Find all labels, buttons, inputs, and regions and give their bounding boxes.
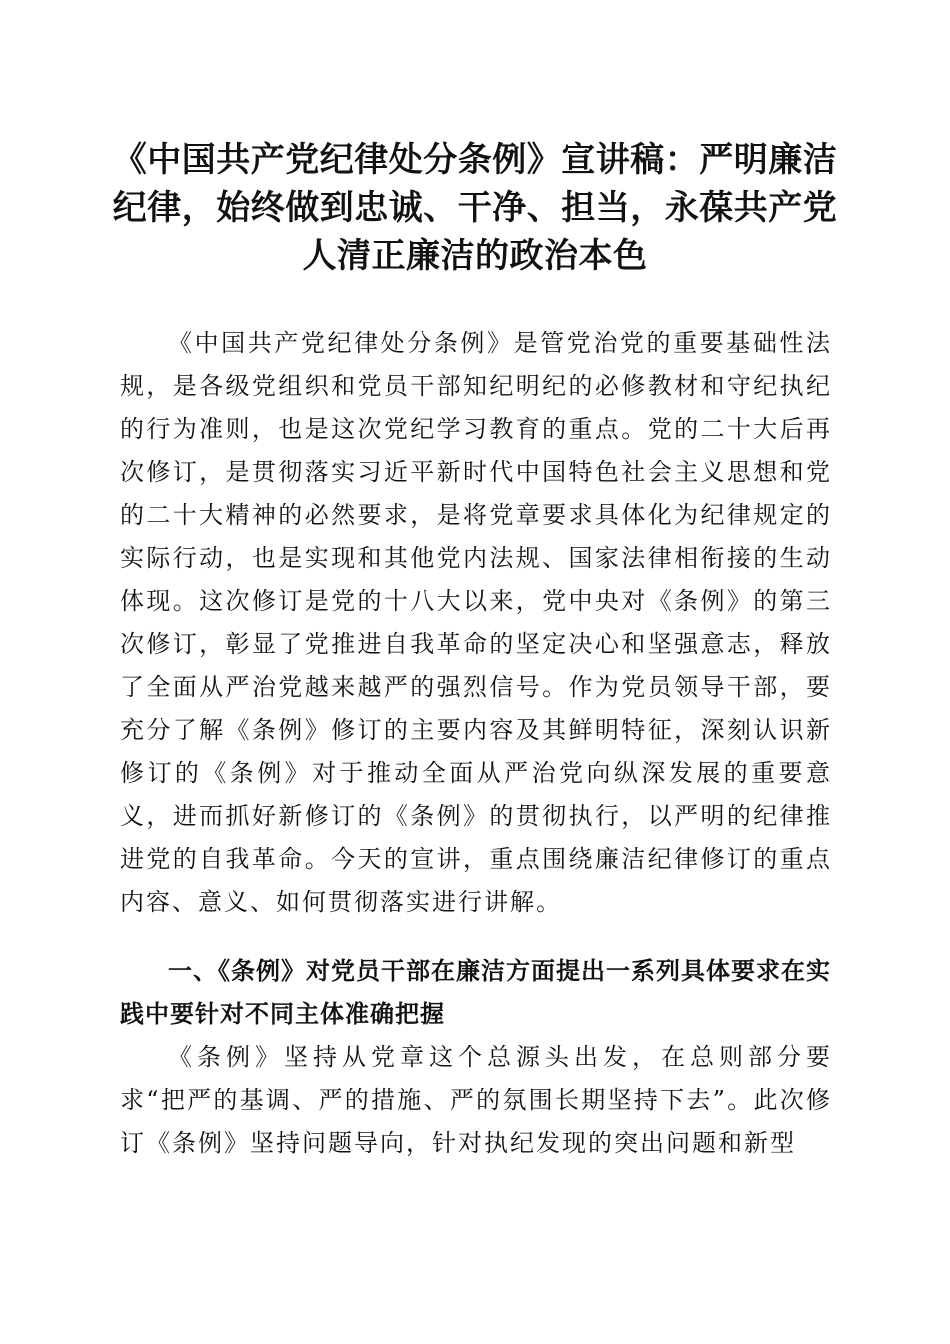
section-heading-1: 一、《条例》对党员干部在廉洁方面提出一系列具体要求在实践中要针对不同主体准确把握	[120, 957, 831, 1028]
document-title: 《中国共产党纪律处分条例》宣讲稿：严明廉洁纪律，始终做到忠诚、干净、担当，永葆共产党人清正廉洁的政治本色	[112, 140, 838, 276]
paragraph-intro: 《中国共产党纪律处分条例》是管党治党的重要基础性法规，是各级党组织和党员干部知纪明纪的必修教材和守纪执纪的行为准则，也是这次党纪学习教育的重点。党的二十大后再次修订，是贯彻落实习近平新时代中国特色社会主义思想和党的二十大精神的必然要求，是将党章要求具体化为纪律规定的实际行动，也是实现和其他党内法规、国家法律相衔接的生动体现。这次修订是党的十八大以来，党中央对《条例》的第三次修订，彰显了党推进自我革命的坚定决心和坚强意志，释放了全面从严治党越来越严的强烈信号。作为党员领导干部，要充分了解《条例》修订的主要内容及其鲜明特征，深刻认识新修订的《条例》对于推动全面从严治党向纵深发展的重要意义，进而抓好新修订的《条例》的贯彻执行，以严明的纪律推进党的自我革命。今天的宣讲，重点围绕廉洁纪律修订的重点内容、意义、如何贯彻落实进行讲解。	[120, 329, 832, 916]
paragraph-section-1: 《条例》坚持从党章这个总源头出发，在总则部分要求“把严的基调、严的措施、严的氛围长期坚持下去”。此次修订《条例》坚持问题导向，针对执纪发现的突出问题和新型	[120, 1043, 832, 1157]
